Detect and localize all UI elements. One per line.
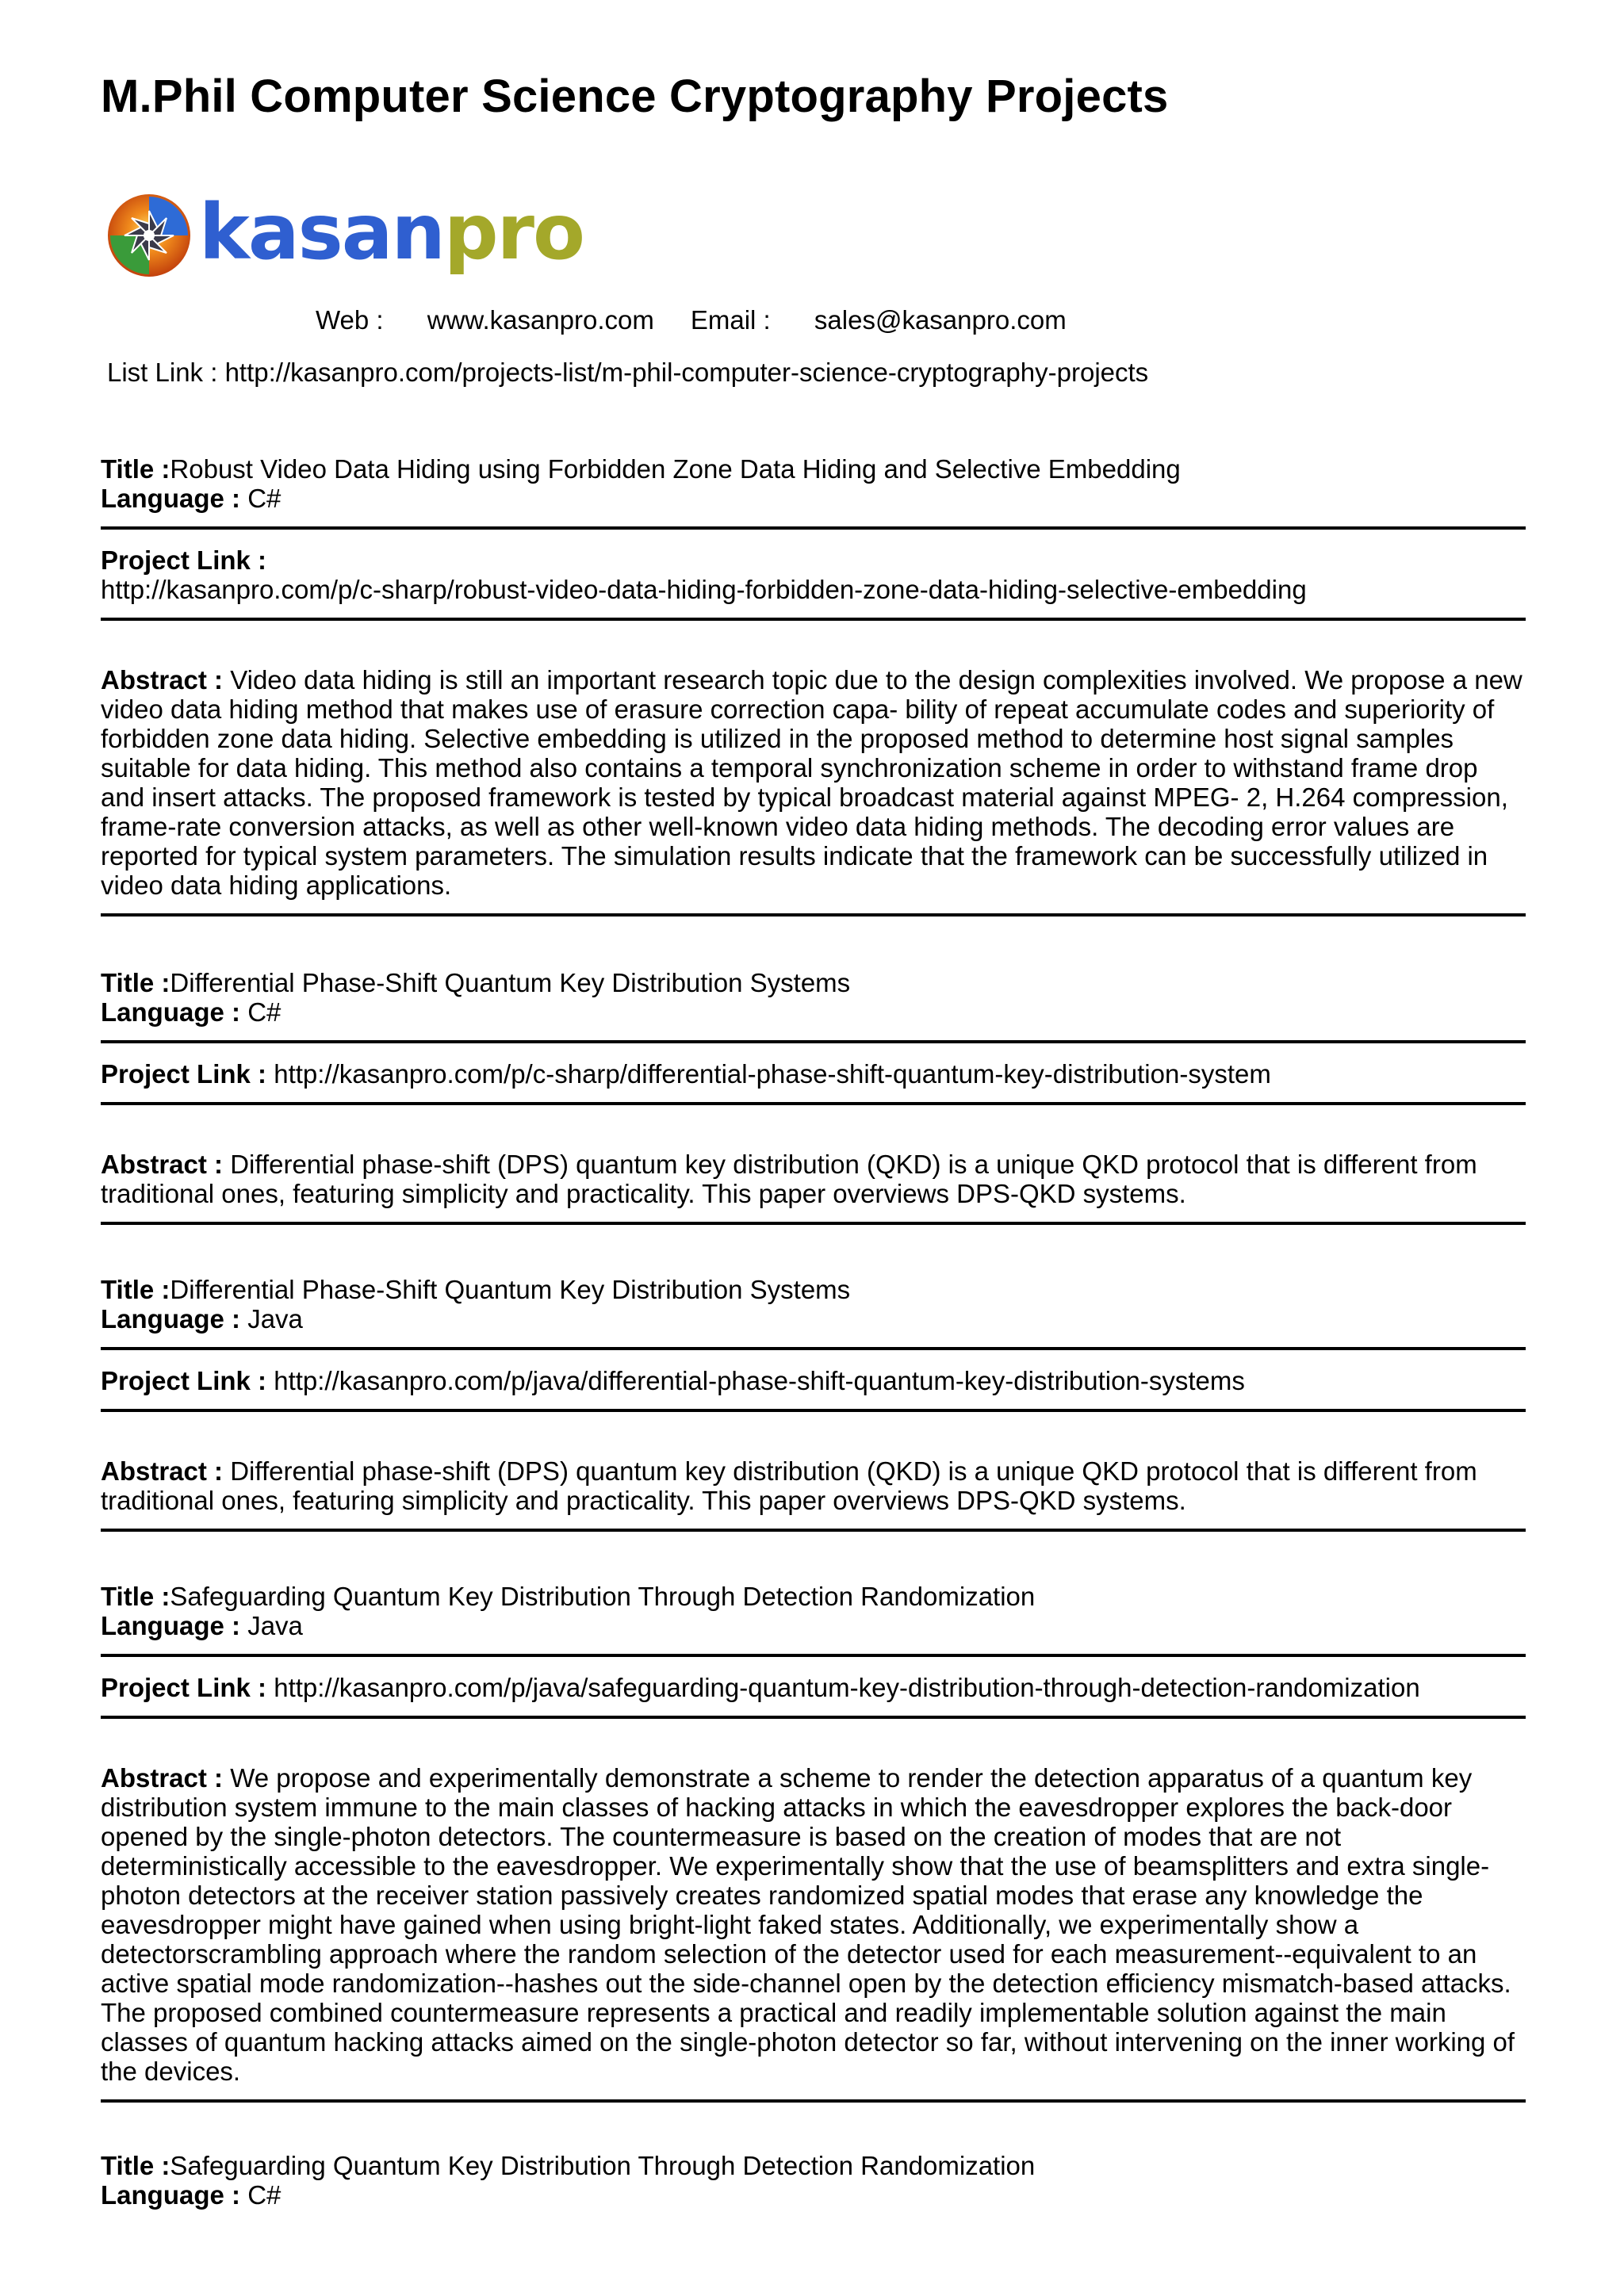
project-abstract: Abstract : Video data hiding is still an important research topic due to the design complexities involved. We propose a new video data hiding method that makes use of erasure correction capa- bility of repeat accumulate codes and superiority of forbidden zone data hiding. Selective embedding is utilized in the proposed method to determine host signal samples suitable for data hiding. This method also contains a temporal synchronization scheme in order to withstand frame drop and insert attacks. The proposed framework is tested by typical broadcast material against MPEG- 2, H.264 compression, frame-rate conversion attacks, as well as other well-known video data hiding methods. The decoding error values are reported for typical system parameters. The simulation results indicate that the framework can be successfully utilized in video data hiding applications. (101, 665, 1522, 900)
list-link[interactable]: http://kasanpro.com/projects-list/m-phil-computer-science-cryptography-projects (224, 358, 1149, 387)
project-language: C# (247, 2180, 282, 2210)
project-language-row: Language : Java (101, 1611, 303, 1640)
web-info: Web : www.kasanpro.com (316, 305, 654, 335)
project-language-row: Language : C# (101, 2180, 282, 2210)
project-title: Safeguarding Quantum Key Distribution Through Detection Randomization (170, 1582, 1036, 1611)
project-title-row: Title :Safeguarding Quantum Key Distribution Through Detection Randomization (101, 2151, 1036, 2180)
divider (101, 1716, 1526, 1719)
project-abstract: Abstract : Differential phase-shift (DPS) quantum key distribution (QKD) is a unique QKD protocol that is different from traditional ones, featuring simplicity and practicality. This paper overviews DPS-QKD systems. (101, 1150, 1477, 1208)
project-link[interactable]: http://kasanpro.com/p/c-sharp/differential-phase-shift-quantum-key-distribution-system (274, 1059, 1271, 1089)
divider (101, 1102, 1526, 1105)
project-title: Safeguarding Quantum Key Distribution Through Detection Randomization (170, 2151, 1036, 2180)
divider (101, 1347, 1526, 1350)
project-link-row: Project Link : http://kasanpro.com/p/c-sharp/differential-phase-shift-quantum-key-distribution-system (101, 1059, 1271, 1089)
project-link-row: Project Link : (101, 545, 267, 575)
project-entry (101, 1275, 1526, 1532)
web-link[interactable]: www.kasanpro.com (427, 305, 654, 335)
email-info: Email : sales@kasanpro.com (690, 305, 1067, 335)
project-entry (101, 968, 1526, 1225)
project-title-row: Title :Differential Phase-Shift Quantum Key Distribution Systems (101, 1275, 851, 1304)
divider (101, 1409, 1526, 1412)
divider (101, 1040, 1526, 1043)
project-entry (101, 2151, 1526, 2210)
project-abstract: Abstract : Differential phase-shift (DPS) quantum key distribution (QKD) is a unique QKD protocol that is different from traditional ones, featuring simplicity and practicality. This paper overviews DPS-QKD systems. (101, 1456, 1477, 1515)
project-link[interactable]: http://kasanpro.com/p/java/safeguarding-quantum-key-distribution-through-detection-randomization (274, 1673, 1420, 1702)
project-language-row: Language : Java (101, 1304, 303, 1334)
list-link-line: List Link : http://kasanpro.com/projects-list/m-phil-computer-science-cryptography-projects (107, 358, 1149, 387)
logo-wordmark: kasanpro (199, 188, 584, 277)
project-title-row: Title :Robust Video Data Hiding using Forbidden Zone Data Hiding and Selective Embedding (101, 454, 1181, 484)
divider (101, 526, 1526, 530)
project-language-row: Language : C# (101, 484, 282, 513)
aperture-logo-icon (105, 192, 193, 279)
divider (101, 1529, 1526, 1532)
page-title: M.Phil Computer Science Cryptography Projects (101, 71, 1169, 122)
divider (101, 913, 1526, 916)
project-language-row: Language : C# (101, 997, 282, 1027)
divider (101, 1654, 1526, 1657)
project-link-row: Project Link : http://kasanpro.com/p/java/safeguarding-quantum-key-distribution-through-detection-randomization (101, 1673, 1420, 1702)
project-title: Differential Phase-Shift Quantum Key Distribution Systems (170, 1275, 851, 1304)
project-title: Robust Video Data Hiding using Forbidden Zone Data Hiding and Selective Embedding (170, 454, 1181, 484)
email-link[interactable]: sales@kasanpro.com (814, 305, 1067, 335)
project-link[interactable]: http://kasanpro.com/p/c-sharp/robust-video-data-hiding-forbidden-zone-data-hiding-selective-embedding (101, 575, 1307, 604)
project-language: Java (247, 1611, 303, 1640)
kasanpro-logo[interactable] (105, 184, 584, 287)
project-link-row: Project Link : http://kasanpro.com/p/java/differential-phase-shift-quantum-key-distribution-systems (101, 1366, 1245, 1395)
project-title-row: Title :Differential Phase-Shift Quantum Key Distribution Systems (101, 968, 851, 997)
project-language: C# (247, 997, 282, 1027)
contact-line (316, 305, 1067, 335)
divider (101, 2099, 1526, 2103)
project-link-row (101, 575, 1526, 604)
project-entry (101, 454, 1526, 916)
divider (101, 618, 1526, 621)
project-link[interactable]: http://kasanpro.com/p/java/differential-phase-shift-quantum-key-distribution-systems (274, 1366, 1245, 1395)
project-title-row: Title :Safeguarding Quantum Key Distribution Through Detection Randomization (101, 1582, 1036, 1611)
project-abstract: Abstract : We propose and experimentally demonstrate a scheme to render the detection apparatus of a quantum key distribution system immune to the main classes of hacking attacks in which the eavesdropper explores the back-door opened by the single-photon detectors. The countermeasure is based on the creation of modes that are not deterministically accessible to the eavesdropper. We experimentally show that the use of beamsplitters and extra single-photon detectors at the receiver station passively creates randomized spatial modes that erase any knowledge the eavesdropper might have gained when using bright-light faked states. Additionally, we experimentally show a detectorscrambling approach where the random selection of the detector used for each measurement--equivalent to an active spatial mode randomization--hashes out the side-channel open by the detection efficiency mismatch-based attacks. The proposed combined countermeasure represents a practical and readily implementable solution against the main classes of quantum hacking attacks aimed on the single-photon detector so far, without intervening on the inner working of the devices. (101, 1763, 1515, 2086)
project-language: Java (247, 1304, 303, 1334)
project-title: Differential Phase-Shift Quantum Key Distribution Systems (170, 968, 851, 997)
project-entry (101, 1582, 1526, 2103)
divider (101, 1222, 1526, 1225)
project-language: C# (247, 484, 282, 513)
